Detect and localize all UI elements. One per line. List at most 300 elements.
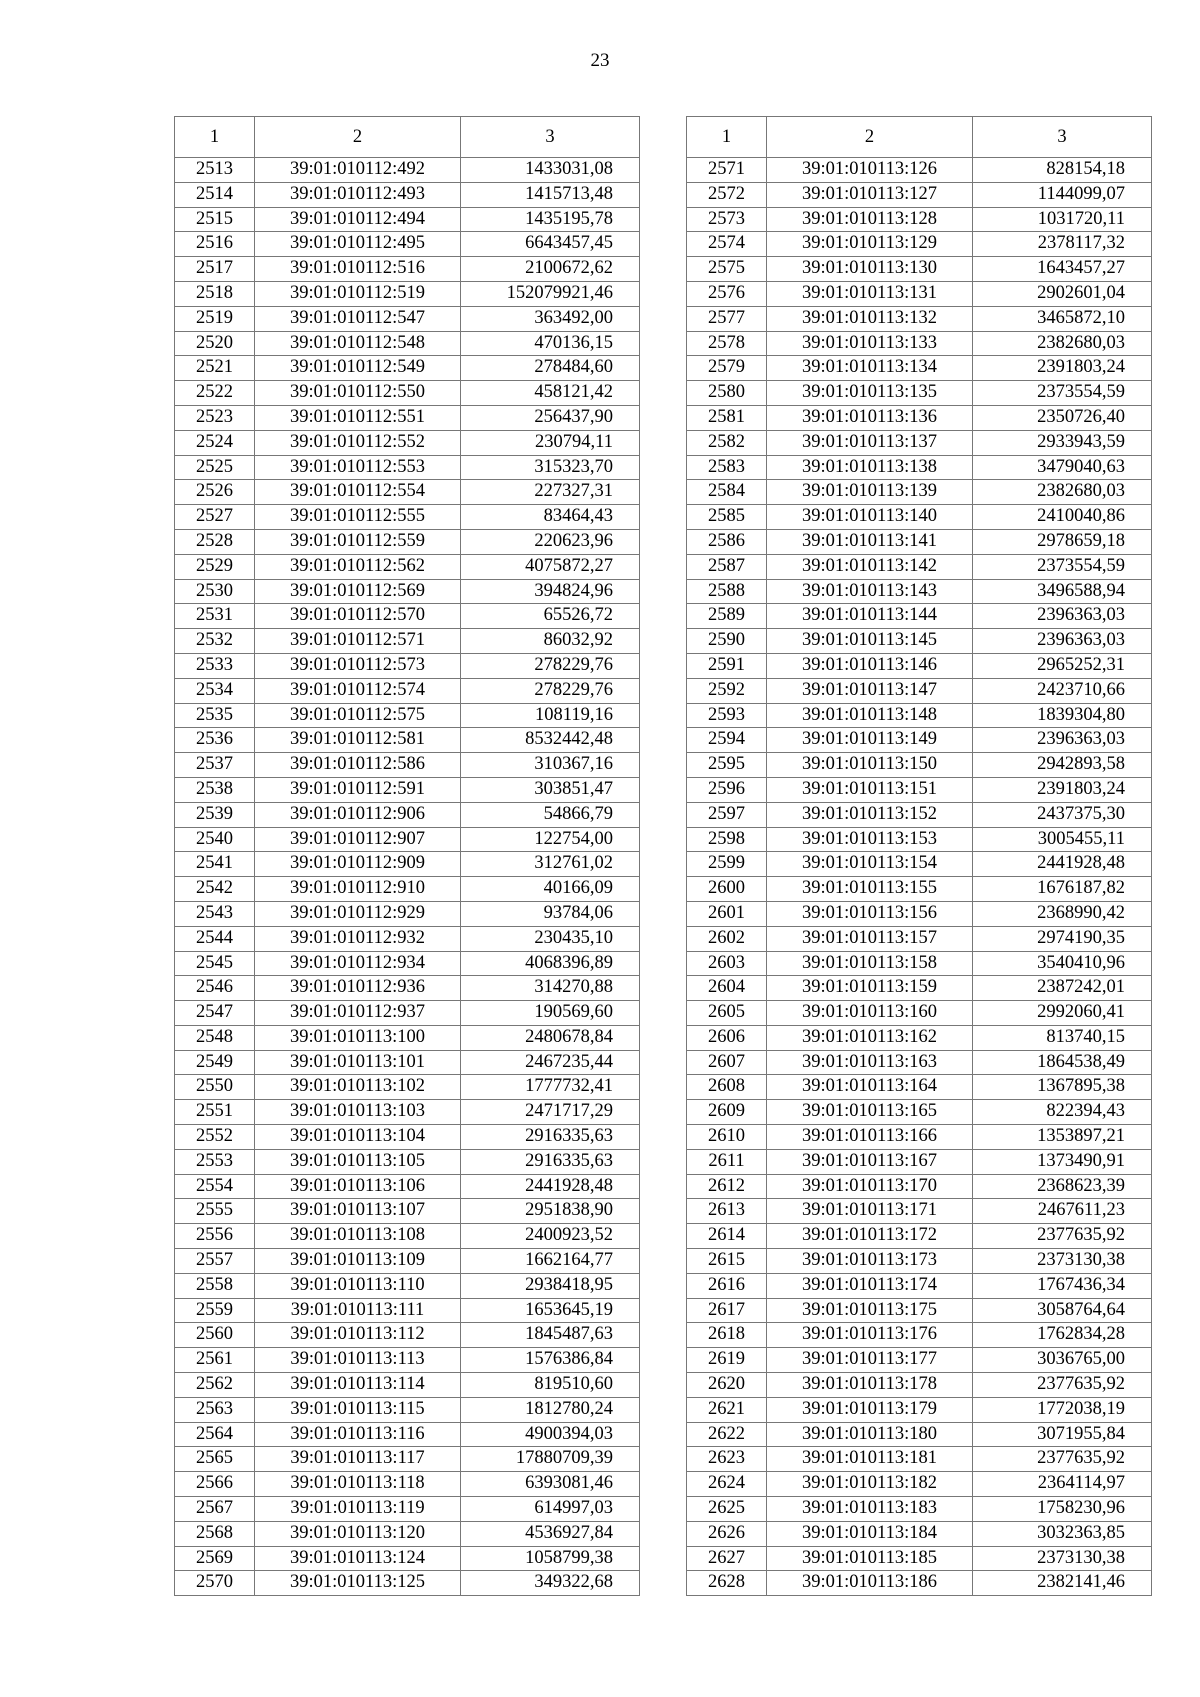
value-cell: 1762834,28 bbox=[973, 1323, 1152, 1348]
row-number-cell: 2580 bbox=[687, 381, 767, 406]
row-number-cell: 2538 bbox=[175, 777, 255, 802]
value-cell: 2396363,03 bbox=[973, 629, 1152, 654]
value-cell: 278229,76 bbox=[461, 678, 640, 703]
cadastral-number-cell: 39:01:010113:136 bbox=[767, 405, 973, 430]
cadastral-number-cell: 39:01:010112:516 bbox=[255, 257, 461, 282]
table-row bbox=[687, 703, 1152, 728]
cadastral-number-cell: 39:01:010113:119 bbox=[255, 1497, 461, 1522]
cadastral-number-cell: 39:01:010112:555 bbox=[255, 505, 461, 530]
row-number-cell: 2525 bbox=[175, 455, 255, 480]
cadastral-number-cell: 39:01:010113:164 bbox=[767, 1075, 973, 1100]
table-row bbox=[687, 1273, 1152, 1298]
value-cell: 230794,11 bbox=[461, 430, 640, 455]
value-cell: 2471717,29 bbox=[461, 1100, 640, 1125]
table-row bbox=[687, 405, 1152, 430]
cadastral-number-cell: 39:01:010113:108 bbox=[255, 1224, 461, 1249]
cadastral-number-cell: 39:01:010113:171 bbox=[767, 1199, 973, 1224]
value-cell: 2377635,92 bbox=[973, 1447, 1152, 1472]
cadastral-number-cell: 39:01:010113:129 bbox=[767, 232, 973, 257]
value-cell: 1367895,38 bbox=[973, 1075, 1152, 1100]
row-number-cell: 2527 bbox=[175, 505, 255, 530]
cadastral-number-cell: 39:01:010112:574 bbox=[255, 678, 461, 703]
cadastral-number-cell: 39:01:010112:907 bbox=[255, 827, 461, 852]
cadastral-number-cell: 39:01:010113:112 bbox=[255, 1323, 461, 1348]
cadastral-number-cell: 39:01:010113:113 bbox=[255, 1348, 461, 1373]
table-row bbox=[175, 281, 640, 306]
cadastral-number-cell: 39:01:010113:137 bbox=[767, 430, 973, 455]
value-cell: 2467611,23 bbox=[973, 1199, 1152, 1224]
value-cell: 2410040,86 bbox=[973, 505, 1152, 530]
row-number-cell: 2608 bbox=[687, 1075, 767, 1100]
row-number-cell: 2582 bbox=[687, 430, 767, 455]
value-cell: 2100672,62 bbox=[461, 257, 640, 282]
row-number-cell: 2535 bbox=[175, 703, 255, 728]
cadastral-number-cell: 39:01:010113:170 bbox=[767, 1174, 973, 1199]
row-number-cell: 2581 bbox=[687, 405, 767, 430]
row-number-cell: 2576 bbox=[687, 281, 767, 306]
value-cell: 2902601,04 bbox=[973, 281, 1152, 306]
row-number-cell: 2537 bbox=[175, 753, 255, 778]
table-row bbox=[175, 926, 640, 951]
cadastral-number-cell: 39:01:010112:934 bbox=[255, 951, 461, 976]
row-number-cell: 2575 bbox=[687, 257, 767, 282]
row-number-cell: 2550 bbox=[175, 1075, 255, 1100]
table-row bbox=[175, 455, 640, 480]
value-cell: 2373130,38 bbox=[973, 1249, 1152, 1274]
table-row bbox=[687, 777, 1152, 802]
table-row bbox=[687, 678, 1152, 703]
value-cell: 819510,60 bbox=[461, 1373, 640, 1398]
cadastral-number-cell: 39:01:010113:165 bbox=[767, 1100, 973, 1125]
value-cell: 1812780,24 bbox=[461, 1397, 640, 1422]
row-number-cell: 2528 bbox=[175, 529, 255, 554]
row-number-cell: 2590 bbox=[687, 629, 767, 654]
row-number-cell: 2518 bbox=[175, 281, 255, 306]
value-cell: 312761,02 bbox=[461, 852, 640, 877]
table-row bbox=[175, 1521, 640, 1546]
table-row bbox=[175, 728, 640, 753]
table-row bbox=[687, 728, 1152, 753]
table-row bbox=[687, 604, 1152, 629]
table-row bbox=[175, 182, 640, 207]
registry-table-right bbox=[686, 116, 1152, 1596]
table-row bbox=[175, 1298, 640, 1323]
row-number-cell: 2624 bbox=[687, 1472, 767, 1497]
table-row bbox=[687, 281, 1152, 306]
value-cell: 4536927,84 bbox=[461, 1521, 640, 1546]
value-cell: 314270,88 bbox=[461, 976, 640, 1001]
value-cell: 278484,60 bbox=[461, 356, 640, 381]
cadastral-number-cell: 39:01:010113:135 bbox=[767, 381, 973, 406]
cadastral-number-cell: 39:01:010112:909 bbox=[255, 852, 461, 877]
row-number-cell: 2617 bbox=[687, 1298, 767, 1323]
cadastral-number-cell: 39:01:010112:495 bbox=[255, 232, 461, 257]
value-cell: 1839304,80 bbox=[973, 703, 1152, 728]
row-number-cell: 2515 bbox=[175, 207, 255, 232]
table-row bbox=[175, 802, 640, 827]
table-row bbox=[687, 926, 1152, 951]
cadastral-number-cell: 39:01:010112:493 bbox=[255, 182, 461, 207]
value-cell: 1435195,78 bbox=[461, 207, 640, 232]
table-row bbox=[175, 1497, 640, 1522]
value-cell: 2916335,63 bbox=[461, 1149, 640, 1174]
cadastral-number-cell: 39:01:010112:559 bbox=[255, 529, 461, 554]
row-number-cell: 2623 bbox=[687, 1447, 767, 1472]
table-row bbox=[175, 877, 640, 902]
column-header: 2 bbox=[767, 117, 973, 158]
table-row bbox=[175, 405, 640, 430]
table-row bbox=[687, 1323, 1152, 1348]
cadastral-number-cell: 39:01:010112:910 bbox=[255, 877, 461, 902]
cadastral-number-cell: 39:01:010112:548 bbox=[255, 331, 461, 356]
row-number-cell: 2572 bbox=[687, 182, 767, 207]
table-row bbox=[687, 653, 1152, 678]
cadastral-number-cell: 39:01:010113:180 bbox=[767, 1422, 973, 1447]
cadastral-number-cell: 39:01:010113:174 bbox=[767, 1273, 973, 1298]
value-cell: 2467235,44 bbox=[461, 1050, 640, 1075]
value-cell: 1373490,91 bbox=[973, 1149, 1152, 1174]
table-row bbox=[687, 1249, 1152, 1274]
cadastral-number-cell: 39:01:010113:157 bbox=[767, 926, 973, 951]
table-row bbox=[687, 306, 1152, 331]
table-row bbox=[175, 753, 640, 778]
value-cell: 152079921,46 bbox=[461, 281, 640, 306]
value-cell: 278229,76 bbox=[461, 653, 640, 678]
row-number-cell: 2545 bbox=[175, 951, 255, 976]
cadastral-number-cell: 39:01:010113:130 bbox=[767, 257, 973, 282]
row-number-cell: 2621 bbox=[687, 1397, 767, 1422]
cadastral-number-cell: 39:01:010113:159 bbox=[767, 976, 973, 1001]
value-cell: 2978659,18 bbox=[973, 529, 1152, 554]
row-number-cell: 2588 bbox=[687, 579, 767, 604]
row-number-cell: 2559 bbox=[175, 1298, 255, 1323]
column-header: 3 bbox=[461, 117, 640, 158]
cadastral-number-cell: 39:01:010113:166 bbox=[767, 1125, 973, 1150]
table-row bbox=[175, 158, 640, 183]
value-cell: 394824,96 bbox=[461, 579, 640, 604]
table-row bbox=[175, 852, 640, 877]
value-cell: 4075872,27 bbox=[461, 554, 640, 579]
row-number-cell: 2516 bbox=[175, 232, 255, 257]
cadastral-number-cell: 39:01:010113:158 bbox=[767, 951, 973, 976]
table-row bbox=[175, 505, 640, 530]
row-number-cell: 2601 bbox=[687, 901, 767, 926]
cadastral-number-cell: 39:01:010112:554 bbox=[255, 480, 461, 505]
cadastral-number-cell: 39:01:010113:118 bbox=[255, 1472, 461, 1497]
cadastral-number-cell: 39:01:010112:562 bbox=[255, 554, 461, 579]
cadastral-number-cell: 39:01:010113:173 bbox=[767, 1249, 973, 1274]
value-cell: 1643457,27 bbox=[973, 257, 1152, 282]
row-number-cell: 2609 bbox=[687, 1100, 767, 1125]
value-cell: 2992060,41 bbox=[973, 1001, 1152, 1026]
cadastral-number-cell: 39:01:010113:143 bbox=[767, 579, 973, 604]
row-number-cell: 2544 bbox=[175, 926, 255, 951]
row-number-cell: 2625 bbox=[687, 1497, 767, 1522]
cadastral-number-cell: 39:01:010113:172 bbox=[767, 1224, 973, 1249]
value-cell: 2377635,92 bbox=[973, 1373, 1152, 1398]
registry-table-left bbox=[174, 116, 640, 1596]
cadastral-number-cell: 39:01:010113:149 bbox=[767, 728, 973, 753]
table-row bbox=[175, 1050, 640, 1075]
value-cell: 2423710,66 bbox=[973, 678, 1152, 703]
value-cell: 17880709,39 bbox=[461, 1447, 640, 1472]
table-row bbox=[175, 306, 640, 331]
table-row bbox=[687, 430, 1152, 455]
table-row bbox=[175, 1199, 640, 1224]
table-row bbox=[687, 1497, 1152, 1522]
value-cell: 2373554,59 bbox=[973, 381, 1152, 406]
cadastral-number-cell: 39:01:010113:107 bbox=[255, 1199, 461, 1224]
value-cell: 1653645,19 bbox=[461, 1298, 640, 1323]
row-number-cell: 2613 bbox=[687, 1199, 767, 1224]
table-row bbox=[687, 505, 1152, 530]
cadastral-number-cell: 39:01:010113:144 bbox=[767, 604, 973, 629]
table-row bbox=[175, 1249, 640, 1274]
table-row bbox=[175, 1025, 640, 1050]
table-row bbox=[175, 901, 640, 926]
value-cell: 1144099,07 bbox=[973, 182, 1152, 207]
table-row bbox=[175, 331, 640, 356]
cadastral-number-cell: 39:01:010113:151 bbox=[767, 777, 973, 802]
row-number-cell: 2564 bbox=[175, 1422, 255, 1447]
cadastral-number-cell: 39:01:010112:581 bbox=[255, 728, 461, 753]
row-number-cell: 2577 bbox=[687, 306, 767, 331]
value-cell: 349322,68 bbox=[461, 1571, 640, 1596]
value-cell: 1845487,63 bbox=[461, 1323, 640, 1348]
value-cell: 2382680,03 bbox=[973, 480, 1152, 505]
table-row bbox=[687, 976, 1152, 1001]
value-cell: 256437,90 bbox=[461, 405, 640, 430]
row-number-cell: 2618 bbox=[687, 1323, 767, 1348]
row-number-cell: 2553 bbox=[175, 1149, 255, 1174]
cadastral-number-cell: 39:01:010113:142 bbox=[767, 554, 973, 579]
header-row bbox=[175, 117, 640, 158]
value-cell: 2441928,48 bbox=[973, 852, 1152, 877]
row-number-cell: 2540 bbox=[175, 827, 255, 852]
value-cell: 230435,10 bbox=[461, 926, 640, 951]
cadastral-number-cell: 39:01:010113:126 bbox=[767, 158, 973, 183]
row-number-cell: 2628 bbox=[687, 1571, 767, 1596]
row-number-cell: 2533 bbox=[175, 653, 255, 678]
table-row bbox=[175, 1323, 640, 1348]
value-cell: 2382141,46 bbox=[973, 1571, 1152, 1596]
row-number-cell: 2587 bbox=[687, 554, 767, 579]
cadastral-number-cell: 39:01:010113:120 bbox=[255, 1521, 461, 1546]
value-cell: 2391803,24 bbox=[973, 777, 1152, 802]
value-cell: 2396363,03 bbox=[973, 728, 1152, 753]
table-row bbox=[687, 753, 1152, 778]
cadastral-number-cell: 39:01:010112:551 bbox=[255, 405, 461, 430]
value-cell: 6393081,46 bbox=[461, 1472, 640, 1497]
cadastral-number-cell: 39:01:010113:103 bbox=[255, 1100, 461, 1125]
table-row bbox=[175, 1001, 640, 1026]
cadastral-number-cell: 39:01:010113:167 bbox=[767, 1149, 973, 1174]
cadastral-number-cell: 39:01:010112:573 bbox=[255, 653, 461, 678]
table-row bbox=[687, 182, 1152, 207]
cadastral-number-cell: 39:01:010112:492 bbox=[255, 158, 461, 183]
row-number-cell: 2599 bbox=[687, 852, 767, 877]
cadastral-number-cell: 39:01:010113:105 bbox=[255, 1149, 461, 1174]
cadastral-number-cell: 39:01:010112:570 bbox=[255, 604, 461, 629]
table-row bbox=[175, 1174, 640, 1199]
cadastral-number-cell: 39:01:010113:140 bbox=[767, 505, 973, 530]
column-header: 1 bbox=[175, 117, 255, 158]
value-cell: 2350726,40 bbox=[973, 405, 1152, 430]
cadastral-number-cell: 39:01:010112:571 bbox=[255, 629, 461, 654]
cadastral-number-cell: 39:01:010113:110 bbox=[255, 1273, 461, 1298]
table-row bbox=[687, 1224, 1152, 1249]
row-number-cell: 2531 bbox=[175, 604, 255, 629]
cadastral-number-cell: 39:01:010113:141 bbox=[767, 529, 973, 554]
value-cell: 2368623,39 bbox=[973, 1174, 1152, 1199]
row-number-cell: 2596 bbox=[687, 777, 767, 802]
table-row bbox=[687, 1422, 1152, 1447]
cadastral-number-cell: 39:01:010112:575 bbox=[255, 703, 461, 728]
row-number-cell: 2584 bbox=[687, 480, 767, 505]
value-cell: 2400923,52 bbox=[461, 1224, 640, 1249]
cadastral-number-cell: 39:01:010112:936 bbox=[255, 976, 461, 1001]
table-row bbox=[175, 629, 640, 654]
value-cell: 2364114,97 bbox=[973, 1472, 1152, 1497]
table-row bbox=[687, 1298, 1152, 1323]
row-number-cell: 2517 bbox=[175, 257, 255, 282]
value-cell: 2974190,35 bbox=[973, 926, 1152, 951]
row-number-cell: 2611 bbox=[687, 1149, 767, 1174]
table-row bbox=[687, 802, 1152, 827]
cadastral-number-cell: 39:01:010113:132 bbox=[767, 306, 973, 331]
table-row bbox=[175, 257, 640, 282]
table-row bbox=[175, 232, 640, 257]
table-row bbox=[175, 1373, 640, 1398]
cadastral-number-cell: 39:01:010112:547 bbox=[255, 306, 461, 331]
value-cell: 2951838,90 bbox=[461, 1199, 640, 1224]
value-cell: 83464,43 bbox=[461, 505, 640, 530]
row-number-cell: 2520 bbox=[175, 331, 255, 356]
cadastral-number-cell: 39:01:010113:154 bbox=[767, 852, 973, 877]
value-cell: 2373130,38 bbox=[973, 1546, 1152, 1571]
cadastral-number-cell: 39:01:010112:932 bbox=[255, 926, 461, 951]
table-row bbox=[687, 1199, 1152, 1224]
cadastral-number-cell: 39:01:010112:937 bbox=[255, 1001, 461, 1026]
table-row bbox=[687, 1025, 1152, 1050]
value-cell: 190569,60 bbox=[461, 1001, 640, 1026]
row-number-cell: 2554 bbox=[175, 1174, 255, 1199]
cadastral-number-cell: 39:01:010113:160 bbox=[767, 1001, 973, 1026]
table-row bbox=[687, 1546, 1152, 1571]
value-cell: 2378117,32 bbox=[973, 232, 1152, 257]
table-row bbox=[175, 1447, 640, 1472]
row-number-cell: 2585 bbox=[687, 505, 767, 530]
cadastral-number-cell: 39:01:010113:177 bbox=[767, 1348, 973, 1373]
row-number-cell: 2552 bbox=[175, 1125, 255, 1150]
cadastral-number-cell: 39:01:010113:175 bbox=[767, 1298, 973, 1323]
table-row bbox=[687, 480, 1152, 505]
value-cell: 4900394,03 bbox=[461, 1422, 640, 1447]
cadastral-number-cell: 39:01:010113:153 bbox=[767, 827, 973, 852]
row-number-cell: 2603 bbox=[687, 951, 767, 976]
row-number-cell: 2566 bbox=[175, 1472, 255, 1497]
cadastral-number-cell: 39:01:010113:106 bbox=[255, 1174, 461, 1199]
cadastral-number-cell: 39:01:010113:182 bbox=[767, 1472, 973, 1497]
cadastral-number-cell: 39:01:010113:111 bbox=[255, 1298, 461, 1323]
cadastral-number-cell: 39:01:010112:552 bbox=[255, 430, 461, 455]
cadastral-number-cell: 39:01:010113:181 bbox=[767, 1447, 973, 1472]
row-number-cell: 2594 bbox=[687, 728, 767, 753]
table-row bbox=[175, 1472, 640, 1497]
cadastral-number-cell: 39:01:010113:147 bbox=[767, 678, 973, 703]
value-cell: 65526,72 bbox=[461, 604, 640, 629]
value-cell: 3071955,84 bbox=[973, 1422, 1152, 1447]
row-number-cell: 2598 bbox=[687, 827, 767, 852]
value-cell: 3036765,00 bbox=[973, 1348, 1152, 1373]
row-number-cell: 2591 bbox=[687, 653, 767, 678]
value-cell: 2396363,03 bbox=[973, 604, 1152, 629]
table-row bbox=[175, 579, 640, 604]
row-number-cell: 2563 bbox=[175, 1397, 255, 1422]
row-number-cell: 2558 bbox=[175, 1273, 255, 1298]
row-number-cell: 2543 bbox=[175, 901, 255, 926]
row-number-cell: 2589 bbox=[687, 604, 767, 629]
table-row bbox=[687, 1373, 1152, 1398]
table-row bbox=[687, 257, 1152, 282]
table-row bbox=[175, 653, 640, 678]
table-row bbox=[175, 827, 640, 852]
table-row bbox=[687, 158, 1152, 183]
table-row bbox=[175, 1075, 640, 1100]
value-cell: 363492,00 bbox=[461, 306, 640, 331]
table-row bbox=[175, 356, 640, 381]
cadastral-number-cell: 39:01:010113:100 bbox=[255, 1025, 461, 1050]
value-cell: 1353897,21 bbox=[973, 1125, 1152, 1150]
column-header: 2 bbox=[255, 117, 461, 158]
value-cell: 470136,15 bbox=[461, 331, 640, 356]
value-cell: 1676187,82 bbox=[973, 877, 1152, 902]
row-number-cell: 2513 bbox=[175, 158, 255, 183]
row-number-cell: 2562 bbox=[175, 1373, 255, 1398]
row-number-cell: 2600 bbox=[687, 877, 767, 902]
value-cell: 315323,70 bbox=[461, 455, 640, 480]
row-number-cell: 2555 bbox=[175, 1199, 255, 1224]
value-cell: 1031720,11 bbox=[973, 207, 1152, 232]
table-row bbox=[687, 1472, 1152, 1497]
cadastral-number-cell: 39:01:010113:109 bbox=[255, 1249, 461, 1274]
value-cell: 2437375,30 bbox=[973, 802, 1152, 827]
row-number-cell: 2578 bbox=[687, 331, 767, 356]
value-cell: 2933943,59 bbox=[973, 430, 1152, 455]
table-row bbox=[175, 1224, 640, 1249]
cadastral-number-cell: 39:01:010113:101 bbox=[255, 1050, 461, 1075]
table-row bbox=[175, 1273, 640, 1298]
column-header: 1 bbox=[687, 117, 767, 158]
row-number-cell: 2614 bbox=[687, 1224, 767, 1249]
value-cell: 1662164,77 bbox=[461, 1249, 640, 1274]
cadastral-number-cell: 39:01:010113:124 bbox=[255, 1546, 461, 1571]
cadastral-number-cell: 39:01:010112:553 bbox=[255, 455, 461, 480]
table-row bbox=[687, 529, 1152, 554]
row-number-cell: 2627 bbox=[687, 1546, 767, 1571]
row-number-cell: 2615 bbox=[687, 1249, 767, 1274]
cadastral-number-cell: 39:01:010113:155 bbox=[767, 877, 973, 902]
table-row bbox=[175, 604, 640, 629]
table-row bbox=[175, 1571, 640, 1596]
row-number-cell: 2610 bbox=[687, 1125, 767, 1150]
cadastral-number-cell: 39:01:010113:148 bbox=[767, 703, 973, 728]
row-number-cell: 2579 bbox=[687, 356, 767, 381]
value-cell: 1777732,41 bbox=[461, 1075, 640, 1100]
cadastral-number-cell: 39:01:010113:131 bbox=[767, 281, 973, 306]
table-row bbox=[687, 1174, 1152, 1199]
value-cell: 2938418,95 bbox=[461, 1273, 640, 1298]
